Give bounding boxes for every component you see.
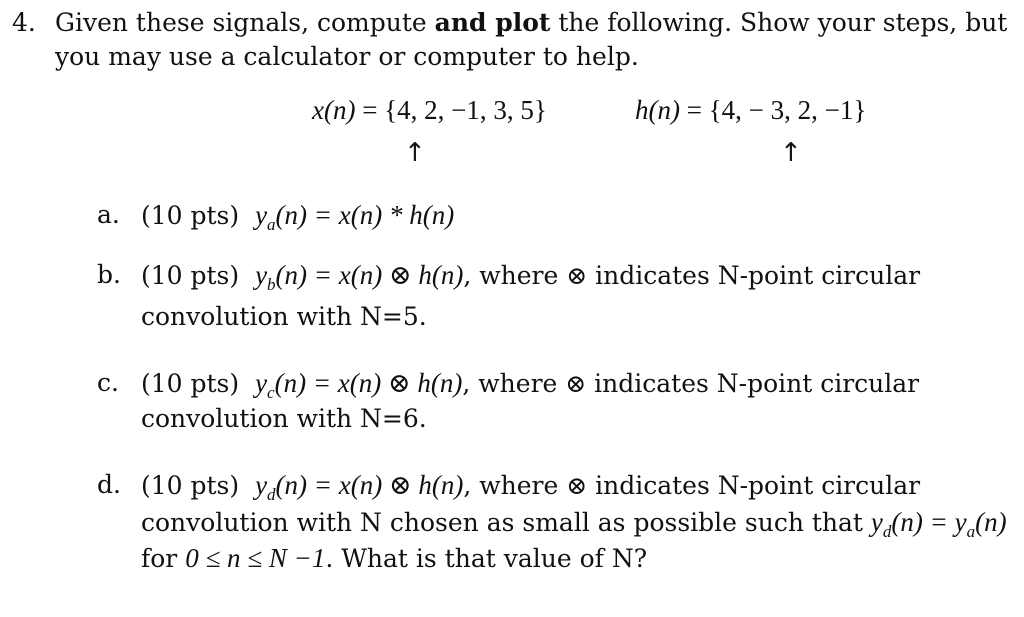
part-a-letter: a.: [97, 200, 120, 229]
part-b-description: , where ⊗ indicates N-point circular: [463, 261, 921, 290]
part-c-line-2: convolution with N=6.: [141, 404, 427, 433]
part-b-line-1: [141, 260, 920, 294]
part-c-line-1: [141, 368, 919, 402]
h-origin-arrow-icon: ↑: [780, 138, 802, 168]
part-d-line-3: [141, 543, 647, 574]
problem-intro-line-1: [55, 8, 1007, 38]
signal-x-definition: [312, 95, 547, 125]
part-a-eq-y: y: [255, 200, 268, 230]
part-d-line-2-text: convolution with N chosen as small as possible such that: [141, 508, 871, 537]
part-a-points: (10 pts): [141, 201, 240, 230]
part-b-points: (10 pts): [141, 261, 240, 290]
part-d-eq-rest: (n) = x(n) ⊗ h(n): [275, 470, 464, 500]
part-d-line-2: [141, 507, 1007, 541]
part-d-description: , where ⊗ indicates N-point circular: [463, 471, 921, 500]
part-b-eq-sub: b: [267, 275, 276, 294]
part-c-eq-y: y: [255, 368, 268, 398]
part-b-eq-rest: (n) = x(n) ⊗ h(n): [275, 260, 464, 290]
part-d-line-2-equation: [870, 507, 1007, 541]
part-b-eq-y: y: [255, 260, 268, 290]
part-d-eq-y: y: [255, 470, 268, 500]
part-b-equation: [255, 260, 464, 294]
part-c-equation: [255, 368, 463, 402]
part-a-text: [141, 200, 454, 234]
intro-text-1: Given these signals, compute: [55, 8, 435, 37]
problem-intro-line-2: you may use a calculator or computer to help.: [55, 42, 639, 71]
part-d-letter: d.: [97, 470, 121, 499]
intro-text-2: the following. Show your steps, but: [550, 8, 1008, 37]
part-c-letter: c.: [97, 368, 119, 397]
problem-number: 4.: [12, 8, 36, 37]
x-origin-arrow-icon: ↑: [404, 138, 426, 168]
part-d-l2-sub-2: a: [966, 522, 976, 541]
part-d-line-3-text: . What is that value of N?: [325, 544, 648, 573]
part-a-eq-sub: a: [267, 215, 276, 234]
part-d-points: (10 pts): [141, 471, 240, 500]
part-d-line-3-equation: [185, 543, 325, 573]
signal-x-values: = {4, 2, −1, 3, 5}: [355, 95, 547, 125]
intro-bold-text: and plot: [434, 8, 551, 37]
part-a-equation: [255, 200, 455, 234]
part-d-l2-mid: (n) = y: [891, 507, 967, 537]
part-d-equation: [255, 470, 464, 504]
signal-h-values: = {4, − 3, 2, −1}: [679, 95, 867, 125]
part-d-l2-end: (n): [975, 507, 1007, 537]
part-b-line-2: convolution with N=5.: [141, 302, 427, 331]
part-d-line-1: [141, 470, 920, 504]
part-c-eq-sub: c: [267, 383, 275, 402]
part-c-eq-rest: (n) = x(n) ⊗ h(n): [274, 368, 463, 398]
part-c-points: (10 pts): [141, 369, 240, 398]
signal-x-lhs: x(n): [312, 95, 356, 125]
part-c-description: , where ⊗ indicates N-point circular: [462, 369, 920, 398]
signal-h-lhs: h(n): [635, 95, 680, 125]
part-d-l3-eq: 0 ≤ n ≤ N −1: [185, 543, 326, 573]
part-d-line-3-for: for: [141, 544, 186, 573]
part-d-eq-sub: d: [267, 485, 276, 504]
part-d-l2-sub-1: d: [882, 522, 892, 541]
part-a-eq-rest: (n) = x(n) * h(n): [275, 200, 455, 230]
part-b-letter: b.: [97, 260, 121, 289]
signal-h-definition: [635, 95, 866, 125]
part-d-l2-y: y: [870, 507, 883, 537]
